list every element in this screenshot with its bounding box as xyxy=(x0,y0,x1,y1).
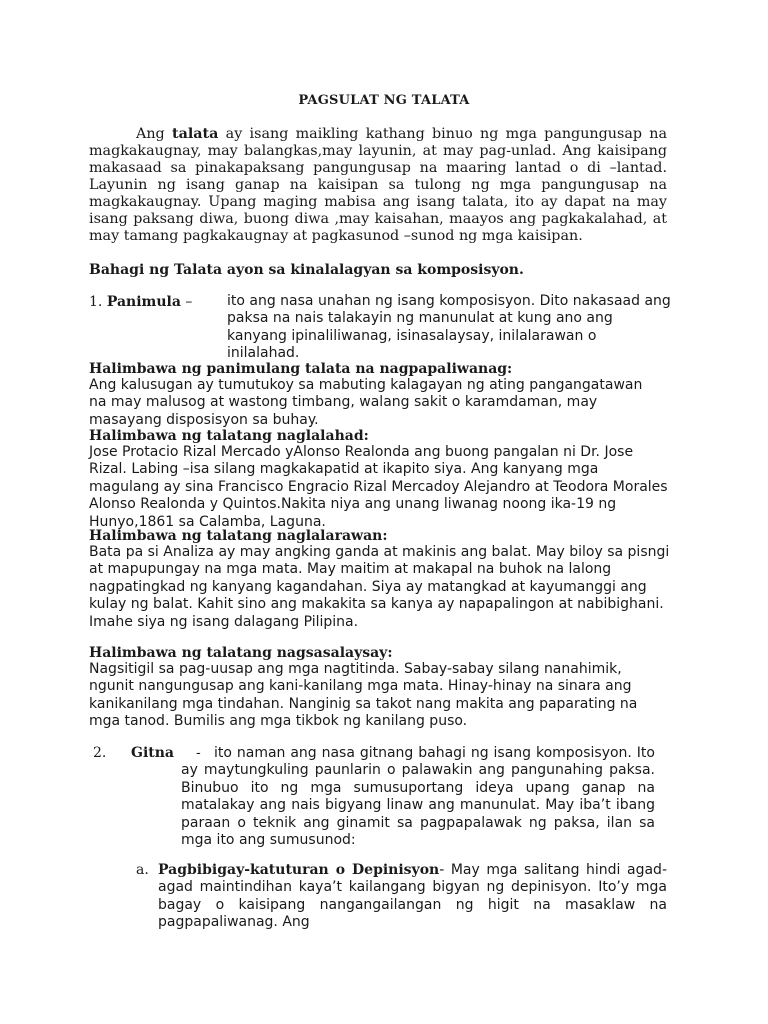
item2-term: Gitna xyxy=(131,745,174,761)
subitem-a-body: - May mga salitang hindi agad-agad maintindihan kaya’t kailangang bigyan ng depinisyon. Ito’y mga bagay o kaisipang nangangailangan ng higit na masaklaw na pagpapaliwanag. Ang xyxy=(158,862,667,931)
subitem-a-text xyxy=(158,862,667,932)
subitem-a-term: Pagbibigay-katuturan o Depinisyon xyxy=(158,862,440,878)
item1-label xyxy=(89,294,192,311)
item1-dash: – xyxy=(180,294,193,310)
item1-text: ito ang nasa unahan ng isang komposisyon. Dito nakasaad ang paksa na nais talakayin ng manunulat at kung ano ang kanyang ipinaliliwanag, isinasalaysay, inilalarawan o inilalahad. xyxy=(227,293,671,362)
example-text: Jose Protacio Rizal Mercado yAlonso Realonda ang buong pangalan ni Dr. Jose Rizal. Labing –isa silang magkakapatid at ikapito siya. Ang kanyang mga magulang ay sina Francisco Engracio Rizal Mercadoy Alejandro at Teodora Morales Alonso Realonda y Quintos.Nakita niya ang unang liwanag noong ika-19 ng Hunyo,1861 sa Calamba, Laguna. xyxy=(89,444,668,530)
example-text: Ang kalusugan ay tumutukoy sa mabuting kalagayan ng ating pangangatawan na may malusog at wastong timbang, walang sakit o karamdaman, may masayang disposisyon sa buhay. xyxy=(89,377,643,428)
section-heading: Bahagi ng Talata ayon sa kinalalagyan sa komposisyon. xyxy=(89,262,524,278)
example-text: Nagsitigil sa pag-uusap ang mga nagtitinda. Sabay-sabay silang nanahimik, ngunit nangungusap ang kani-kanilang mga mata. Hinay-hinay na sinara ang kanikanilang mga tindahan. Nanginig sa takot nang makita ang paparating na mga tanod. Bumilis ang mga tikbok ng kanilang puso. xyxy=(89,661,638,730)
item2-number: 2. xyxy=(93,745,107,761)
example-heading: Halimbawa ng panimulang talata na nagpapaliwanag: xyxy=(89,361,513,377)
page-title: PAGSULAT NG TALATA xyxy=(298,93,470,108)
example-heading: Halimbawa ng talatang naglalarawan: xyxy=(89,528,388,544)
item2-text: ito naman ang nasa gitnang bahagi ng isang komposisyon. Ito ay maytungkuling paunlarin o palawakin ang pangunahing paksa. Binubuo ito ng mga sumusuportang ideya upang ganap na matalakay ang nais bigyang linaw ang manunulat. May iba’t ibang paraan o teknik ang ginamit sa pagpapalawak ng paksa, ilan sa mga ito ang sumusunod: xyxy=(181,745,655,849)
intro-paragraph xyxy=(89,126,667,245)
example-heading: Halimbawa ng talatang nagsasalaysay: xyxy=(89,645,393,661)
intro-lead: Ang xyxy=(136,126,172,142)
item1-number: 1. xyxy=(89,294,103,310)
item2-dash: - xyxy=(196,745,201,761)
subitem-a-letter: a. xyxy=(136,862,149,878)
example-text: Bata pa si Analiza ay may angking ganda at makinis ang balat. May biloy sa pisngi at mapupungay na mga mata. May maitim at makapal na buhok na lalong nagpatingkad ng kanyang kagandahan. Siya ay matangkad at kayumanggi ang kulay ng balat. Kahit sino ang makakita sa kanya ay napapalingon at nabibighani. Imahe siya ng isang dalagang Pilipina. xyxy=(89,544,670,630)
item1-term: Panimula xyxy=(106,294,181,310)
example-heading: Halimbawa ng talatang naglalahad: xyxy=(89,428,369,444)
intro-body: ay isang maikling kathang binuo ng mga pangungusap na magkakaugnay, may balangkas,may layunin, at may pag-unlad. Ang kaisipang makasaad sa pinakapaksang pangungusap na maaring lantad o di –lantad. Layunin ng isang ganap na kaisipan sa tulong ng mga pangungusap na magkakaugnay. Upang maging mabisa ang isang talata, ito ay dapat na may isang paksang diwa, buong diwa ,may kaisahan, maayos ang pagkakalahad, at may tamang pagkakaugnay at pagkasunod –sunod ng mga kaisipan. xyxy=(89,126,667,244)
intro-term: talata xyxy=(171,126,219,142)
item2-term-row xyxy=(131,745,174,762)
